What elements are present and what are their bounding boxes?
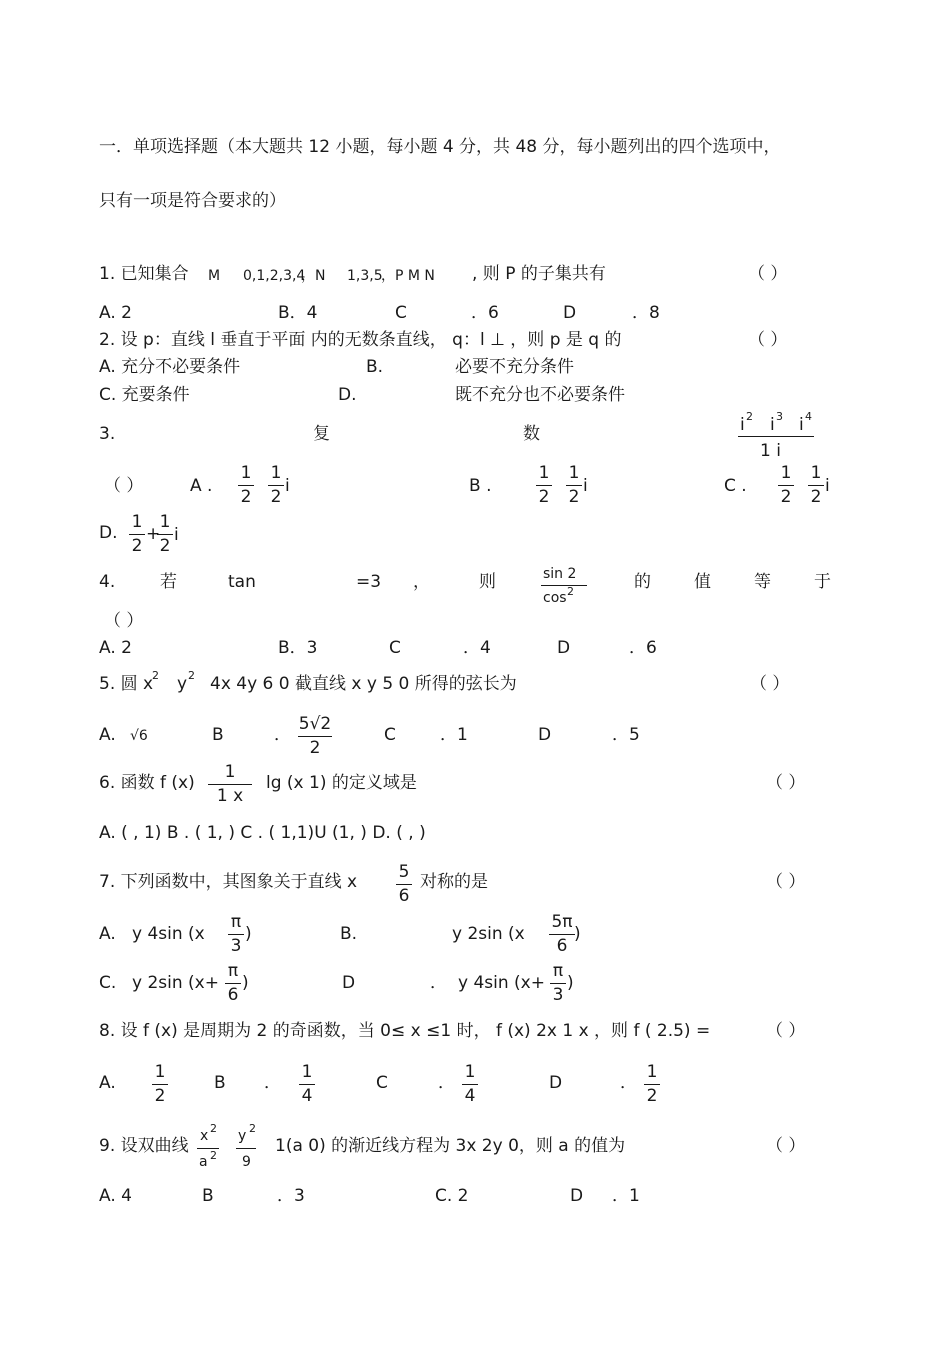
q9-x: x bbox=[200, 1128, 209, 1144]
q4-option-d-value: ．6 bbox=[629, 638, 657, 658]
q6-stem: 6. 函数 f (x) bbox=[99, 773, 195, 793]
q7-option-c-rparen: ) bbox=[242, 973, 249, 993]
q1-option-d-label: D bbox=[563, 303, 577, 323]
denominator: 2 bbox=[568, 487, 580, 507]
q7-x-fraction bbox=[396, 864, 412, 905]
q4-zhi: 值 bbox=[694, 572, 711, 592]
q7-option-b-frac bbox=[549, 914, 575, 955]
q3-expr-i3: i bbox=[770, 415, 775, 435]
fraction-bar bbox=[299, 1084, 315, 1085]
q9-option-d-label: D bbox=[570, 1186, 584, 1206]
numerator: 1 bbox=[240, 463, 252, 483]
q3-expr-denominator: 1 i bbox=[760, 441, 781, 461]
q3-number: 3. bbox=[99, 424, 116, 444]
section-heading-line1: 一．单项选择题（本大题共 12 小题，每小题 4 分，共 48 分，每小题列出的四个选项中， bbox=[99, 137, 781, 157]
q5-y: y bbox=[177, 674, 188, 694]
q4-comma: ， bbox=[413, 572, 430, 592]
q1-option-c-label: C bbox=[395, 303, 407, 323]
q3-expr-fraction-bar bbox=[738, 436, 814, 437]
q1-n: ，N bbox=[301, 268, 326, 284]
q5-option-d-value: ．5 bbox=[612, 725, 640, 745]
q4-yu: 于 bbox=[814, 572, 831, 592]
denominator: 2 bbox=[780, 487, 792, 507]
numerator: 1 bbox=[224, 762, 236, 782]
q4-de: 的 bbox=[634, 572, 651, 592]
q3-option-c-frac1 bbox=[778, 465, 794, 506]
q1-p: ，P M N bbox=[381, 268, 435, 284]
q5-stem: 5. 圆 x bbox=[99, 674, 154, 694]
denominator: 2 bbox=[131, 536, 143, 556]
q4-cos: cos bbox=[543, 590, 567, 606]
q7-option-a-label: A. bbox=[99, 924, 116, 944]
fraction-bar bbox=[238, 485, 254, 486]
q9-a: a bbox=[199, 1154, 208, 1170]
q3-option-b-label: B . bbox=[469, 476, 492, 496]
q2-stem: 2. 设 p：直线 l 垂直于平面 内的无数条直线， q：l ⊥ ，则 p 是 q 的 bbox=[99, 330, 622, 350]
numerator: 5 bbox=[398, 862, 410, 882]
fraction-bar bbox=[152, 1084, 168, 1085]
q7-option-a-rparen: ) bbox=[245, 924, 252, 944]
numerator: 1 bbox=[154, 1062, 166, 1082]
q9-option-c: C. 2 bbox=[435, 1186, 469, 1206]
fraction-bar bbox=[566, 485, 582, 486]
fraction-bar bbox=[536, 485, 552, 486]
numerator: π bbox=[230, 912, 242, 932]
denominator: 4 bbox=[301, 1086, 313, 1106]
q4-fraction-bar bbox=[541, 585, 587, 586]
q5-option-a-sqrt6: √6 bbox=[130, 728, 148, 744]
q4-option-b: B．3 bbox=[278, 638, 318, 658]
denominator: 4 bbox=[464, 1086, 476, 1106]
q3-answer-blank: （ ） bbox=[104, 476, 144, 496]
q5-option-d-label: D bbox=[538, 725, 552, 745]
q2-option-b-label: B. bbox=[366, 357, 384, 377]
q7-option-a-expr: y 4sin (x bbox=[132, 924, 205, 944]
q4-deng: 等 bbox=[754, 572, 771, 592]
q4-option-a: A. 2 bbox=[99, 638, 132, 658]
q1-tail: , 则 P 的子集共有 bbox=[472, 264, 606, 284]
q8-option-a-label: A. bbox=[99, 1073, 116, 1093]
q5-answer-blank: （ ） bbox=[750, 674, 790, 694]
fraction-bar bbox=[208, 784, 252, 785]
q1-option-d-value: ．8 bbox=[632, 303, 660, 323]
q3-expr-i2: i bbox=[740, 415, 745, 435]
q2-option-d-text: 既不充分也不必要条件 bbox=[455, 385, 625, 405]
q7-option-a-frac bbox=[228, 914, 244, 955]
numerator: 1 bbox=[464, 1062, 476, 1082]
q3-option-c-label: C . bbox=[724, 476, 747, 496]
fraction-bar bbox=[644, 1084, 660, 1085]
denominator: 2 bbox=[240, 487, 252, 507]
q7-option-d-label: D bbox=[342, 973, 356, 993]
fraction-bar bbox=[298, 736, 332, 737]
fraction-bar bbox=[549, 934, 575, 935]
q8-option-b-label: B bbox=[214, 1073, 226, 1093]
q1-answer-blank: （ ） bbox=[748, 264, 788, 284]
fraction-bar bbox=[129, 534, 145, 535]
q4-cos-sup: 2 bbox=[567, 585, 574, 598]
q3-option-c-frac2 bbox=[808, 465, 824, 506]
q9-frac2-bar bbox=[236, 1148, 256, 1149]
q3-option-b-i: i bbox=[583, 476, 588, 496]
denominator: 6 bbox=[398, 886, 410, 906]
q4-eq3: =3 bbox=[356, 572, 382, 592]
q3-expr-sup4: 4 bbox=[805, 410, 812, 423]
q1-option-a: A. 2 bbox=[99, 303, 132, 323]
q3-option-d-frac2 bbox=[157, 514, 173, 555]
q7-option-c-expr: y 2sin (x+ bbox=[132, 973, 219, 993]
denominator: 2 bbox=[538, 487, 550, 507]
fraction-bar bbox=[808, 485, 824, 486]
q3-option-a-i: i bbox=[285, 476, 290, 496]
q3-option-b-frac2 bbox=[566, 465, 582, 506]
q1-option-c-value: ．6 bbox=[471, 303, 499, 323]
q7-answer-blank: （ ） bbox=[766, 872, 806, 892]
q9-tail: 1(a 0) 的渐近线方程为 3x 2y 0，则 a 的值为 bbox=[275, 1136, 626, 1156]
denominator: 2 bbox=[309, 738, 321, 758]
q3-option-d-plus: + bbox=[146, 524, 161, 544]
q7-tail: 对称的是 bbox=[420, 872, 488, 892]
q8-option-c-dot: ． bbox=[438, 1073, 455, 1093]
denominator: 2 bbox=[159, 536, 171, 556]
q3-option-c-i: i bbox=[825, 476, 830, 496]
q9-y-sup: 2 bbox=[249, 1122, 256, 1135]
fraction-bar bbox=[157, 534, 173, 535]
fraction-bar bbox=[462, 1084, 478, 1085]
q5-option-c-label: C bbox=[384, 725, 396, 745]
q3-expr-sup2: 2 bbox=[746, 410, 753, 423]
q7-option-d-frac bbox=[550, 963, 566, 1004]
q8-option-d-label: D bbox=[549, 1073, 563, 1093]
numerator: 1 bbox=[301, 1062, 313, 1082]
q8-answer-blank: （ ） bbox=[766, 1021, 806, 1041]
q7-option-c-frac bbox=[225, 963, 241, 1004]
q9-nine: 9 bbox=[242, 1154, 251, 1170]
numerator: 1 bbox=[538, 463, 550, 483]
q5-mid: 4x 4y 6 0 截直线 x y 5 0 所得的弦长为 bbox=[210, 674, 517, 694]
fraction-bar bbox=[268, 485, 284, 486]
q6-tail: lg (x 1) 的定义域是 bbox=[266, 773, 417, 793]
q8-stem: 8. 设 f (x) 是周期为 2 的奇函数，当 0≤ x ≤1 时， f (x) 2x 1 x ，则 f ( 2.5) = bbox=[99, 1021, 711, 1041]
q8-option-b-frac bbox=[299, 1064, 315, 1105]
numerator: 1 bbox=[568, 463, 580, 483]
fraction-bar bbox=[550, 983, 566, 984]
q8-option-c-frac bbox=[462, 1064, 478, 1105]
q1-m: M bbox=[208, 268, 221, 284]
numerator: 5√2 bbox=[298, 714, 332, 734]
q7-option-d-expr: y 4sin (x+ bbox=[458, 973, 545, 993]
q3-option-a-label: A . bbox=[190, 476, 213, 496]
q3-expr-i4: i bbox=[799, 415, 804, 435]
q4-option-c-label: C bbox=[389, 638, 401, 658]
q2-option-c: C. 充要条件 bbox=[99, 385, 190, 405]
q9-y: y bbox=[238, 1128, 247, 1144]
q5-y-sup: 2 bbox=[188, 669, 195, 682]
q6-answer-blank: （ ） bbox=[766, 773, 806, 793]
q1-option-b: B．4 bbox=[278, 303, 318, 323]
q9-a-sup: 2 bbox=[210, 1149, 217, 1162]
denominator: 6 bbox=[227, 985, 239, 1005]
q1-mset: 0,1,2,3,4 bbox=[243, 268, 306, 284]
q2-option-d-label: D. bbox=[338, 385, 357, 405]
fraction-bar bbox=[228, 934, 244, 935]
section-heading-line2: 只有一项是符合要求的） bbox=[99, 191, 286, 211]
q4-tan: tan bbox=[228, 572, 256, 592]
q8-option-c-label: C bbox=[376, 1073, 388, 1093]
q5-option-b-label: B bbox=[212, 725, 224, 745]
q8-option-d-frac bbox=[644, 1064, 660, 1105]
fraction-bar bbox=[225, 983, 241, 984]
q5-option-a-label: A. bbox=[99, 725, 116, 745]
q5-x-sup: 2 bbox=[152, 669, 159, 682]
q9-answer-blank: （ ） bbox=[766, 1136, 806, 1156]
q7-option-b-expr: y 2sin (x bbox=[452, 924, 525, 944]
q3-expr-sup3: 3 bbox=[776, 410, 783, 423]
q7-option-c-label: C. bbox=[99, 973, 117, 993]
q9-x-sup: 2 bbox=[210, 1122, 217, 1135]
q8-option-b-dot: ． bbox=[264, 1073, 281, 1093]
q5-option-c-value: ．1 bbox=[440, 725, 468, 745]
q9-stem: 9. 设双曲线 bbox=[99, 1136, 189, 1156]
numerator: 1 bbox=[780, 463, 792, 483]
q6-options: A. ( , 1) B . ( 1, ) C . ( 1,1)U (1, ) D. ( , ) bbox=[99, 823, 426, 843]
q7-option-b-label: B. bbox=[340, 924, 358, 944]
q1-stem: 1. 已知集合 bbox=[99, 264, 189, 284]
denominator: 2 bbox=[646, 1086, 658, 1106]
q2-option-a: A. 充分不必要条件 bbox=[99, 357, 241, 377]
numerator: 1 bbox=[270, 463, 282, 483]
q3-option-a-frac2 bbox=[268, 465, 284, 506]
denominator: 3 bbox=[230, 936, 242, 956]
fraction-bar bbox=[396, 884, 412, 885]
numerator: 1 bbox=[810, 463, 822, 483]
q3-option-a-frac1 bbox=[238, 465, 254, 506]
q7-stem: 7. 下列函数中，其图象关于直线 x bbox=[99, 872, 358, 892]
denominator: 2 bbox=[270, 487, 282, 507]
numerator: π bbox=[552, 961, 564, 981]
q6-fraction bbox=[208, 764, 252, 805]
q5-option-b-dot: ． bbox=[274, 725, 291, 745]
q3-option-b-frac1 bbox=[536, 465, 552, 506]
q3-option-d-frac1 bbox=[129, 514, 145, 555]
q7-option-d-dot: ． bbox=[430, 973, 447, 993]
q3-word-fu: 复 bbox=[313, 424, 330, 444]
q4-ze: 则 bbox=[479, 572, 496, 592]
q7-option-b-rparen: ) bbox=[574, 924, 581, 944]
q2-answer-blank: （ ） bbox=[748, 330, 788, 350]
numerator: 1 bbox=[131, 512, 143, 532]
q4-option-c-value: ．4 bbox=[463, 638, 491, 658]
q1-nset: 1,3,5 bbox=[347, 268, 383, 284]
q4-option-d-label: D bbox=[557, 638, 571, 658]
q2-option-b-text: 必要不充分条件 bbox=[455, 357, 574, 377]
q4-answer-blank: （ ） bbox=[104, 611, 144, 631]
q4-number: 4. bbox=[99, 572, 116, 592]
q9-option-d-value: ．1 bbox=[612, 1186, 640, 1206]
q3-option-d-i: i bbox=[174, 525, 179, 545]
q5-option-b-frac bbox=[298, 716, 332, 757]
q4-ruo: 若 bbox=[160, 572, 177, 592]
q9-option-b-value: ．3 bbox=[277, 1186, 305, 1206]
q8-option-d-dot: ． bbox=[620, 1073, 637, 1093]
fraction-bar bbox=[778, 485, 794, 486]
q4-sin2: sin 2 bbox=[543, 566, 577, 582]
q7-option-d-rparen: ) bbox=[567, 973, 574, 993]
q9-option-a: A. 4 bbox=[99, 1186, 132, 1206]
denominator: 2 bbox=[154, 1086, 166, 1106]
q3-word-shu: 数 bbox=[523, 424, 540, 444]
numerator: 1 bbox=[646, 1062, 658, 1082]
denominator: 2 bbox=[810, 487, 822, 507]
denominator: 3 bbox=[552, 985, 564, 1005]
numerator: π bbox=[227, 961, 239, 981]
q9-option-b-label: B bbox=[202, 1186, 214, 1206]
q8-option-a-frac bbox=[152, 1064, 168, 1105]
q3-option-d-label: D. bbox=[99, 523, 118, 543]
numerator: 5π bbox=[551, 912, 573, 932]
denominator: 6 bbox=[556, 936, 568, 956]
denominator: 1 x bbox=[216, 786, 244, 806]
numerator: 1 bbox=[159, 512, 171, 532]
